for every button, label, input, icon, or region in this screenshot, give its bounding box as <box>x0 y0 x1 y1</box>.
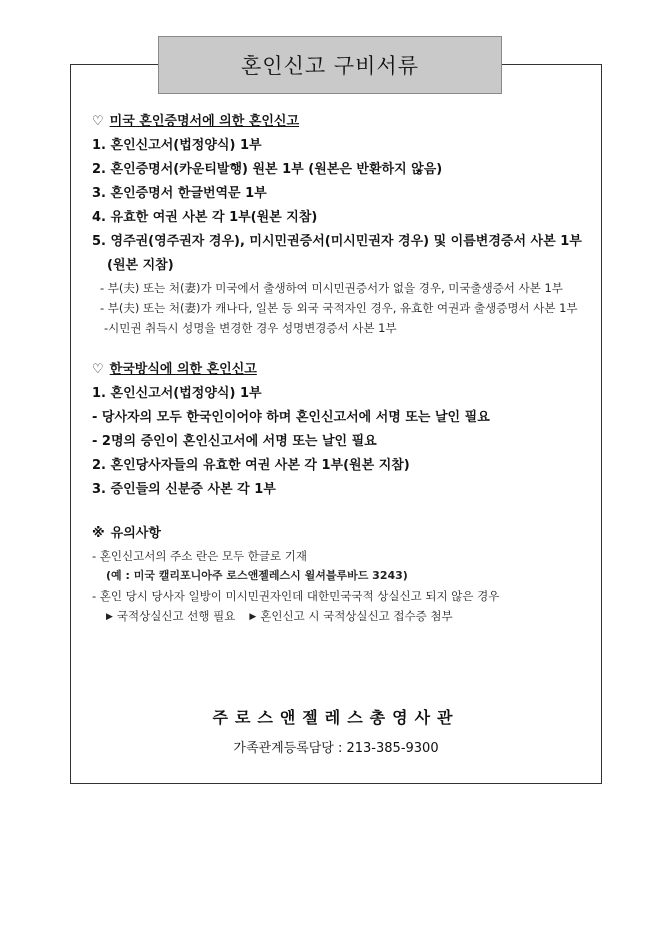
us-sub-item-1: - 부(夫) 또는 처(妻)가 미국에서 출생하여 미시민권증서가 없을 경우, 미국출생증서 사본 1부 <box>100 281 563 295</box>
title-text: 혼인신고 구비서류 <box>241 54 419 78</box>
us-sub-item-2: - 부(夫) 또는 처(妻)가 캐나다, 일본 등 외국 국적자인 경우, 유효한 여권과 출생증명서 사본 1부 <box>100 301 578 315</box>
triangle-right-icon: ▶ <box>249 612 257 622</box>
reference-mark-icon: ※ <box>92 526 105 541</box>
notice-example: (예 : 미국 캘리포니아주 로스앤젤레스시 윌셔블루바드 3243) <box>106 569 408 582</box>
us-sub-item-3: -시민권 취득시 성명을 변경한 경우 성명변경증서 사본 1부 <box>104 321 397 335</box>
kr-item-2: - 당사자의 모두 한국인이어야 하며 혼인신고서에 서명 또는 날인 필요 <box>92 410 490 425</box>
heart-icon: ♡ <box>92 362 104 377</box>
notice-arrow-line <box>92 606 597 627</box>
us-item-4: 4. 유효한 여권 사본 각 1부(원본 지참) <box>92 210 318 225</box>
contact-info: 가족관계등록담당 : 213-385-9300 <box>233 741 439 756</box>
kr-item-3: - 2명의 증인이 혼인신고서에 서명 또는 날인 필요 <box>92 434 377 449</box>
triangle-right-icon: ▶ <box>106 612 113 622</box>
kr-item-5: 3. 증인들의 신분증 사본 각 1부 <box>92 482 276 497</box>
notice-line-1: - 혼인신고서의 주소 란은 모두 한글로 기재 <box>92 549 307 563</box>
kr-item-1: 1. 혼인신고서(법정양식) 1부 <box>92 386 262 401</box>
section-heading-us-marriage: ♡ 미국 혼인증명서에 의한 혼인신고 <box>92 110 597 134</box>
section-heading-kr-marriage: ♡ 한국방식에 의한 혼인신고 <box>92 358 597 382</box>
us-item-5: 5. 영주권(영주권자 경우), 미시민권증서(미시민권자 경우) 및 이름변경증서 사본 1부(원본 지참) <box>92 234 582 273</box>
spacer <box>92 338 597 358</box>
arrow-item-2: 혼인신고 시 국적상실신고 접수증 첨부 <box>260 609 453 623</box>
us-item-1: 1. 혼인신고서(법정양식) 1부 <box>92 138 262 153</box>
consulate-name: 주로스앤젤레스총영사관 <box>212 708 460 727</box>
kr-item-4: 2. 혼인당사자들의 유효한 여권 사본 각 1부(원본 지참) <box>92 458 410 473</box>
us-item-3: 3. 혼인증명서 한글번역문 1부 <box>92 186 267 201</box>
document-content <box>92 110 597 627</box>
arrow-item-1: 국적상실신고 선행 필요 <box>116 609 236 623</box>
spacer <box>92 502 597 522</box>
notice-heading: ※ 유의사항 <box>92 526 161 541</box>
heart-icon: ♡ <box>92 114 104 129</box>
notice-line-2: - 혼인 당시 당사자 일방이 미시민권자인데 대한민국국적 상실신고 되지 않은 경우 <box>92 589 500 603</box>
us-item-2: 2. 혼인증명서(카운티발행) 원본 1부 (원본은 반환하지 않음) <box>92 162 443 177</box>
document-title <box>158 36 502 94</box>
